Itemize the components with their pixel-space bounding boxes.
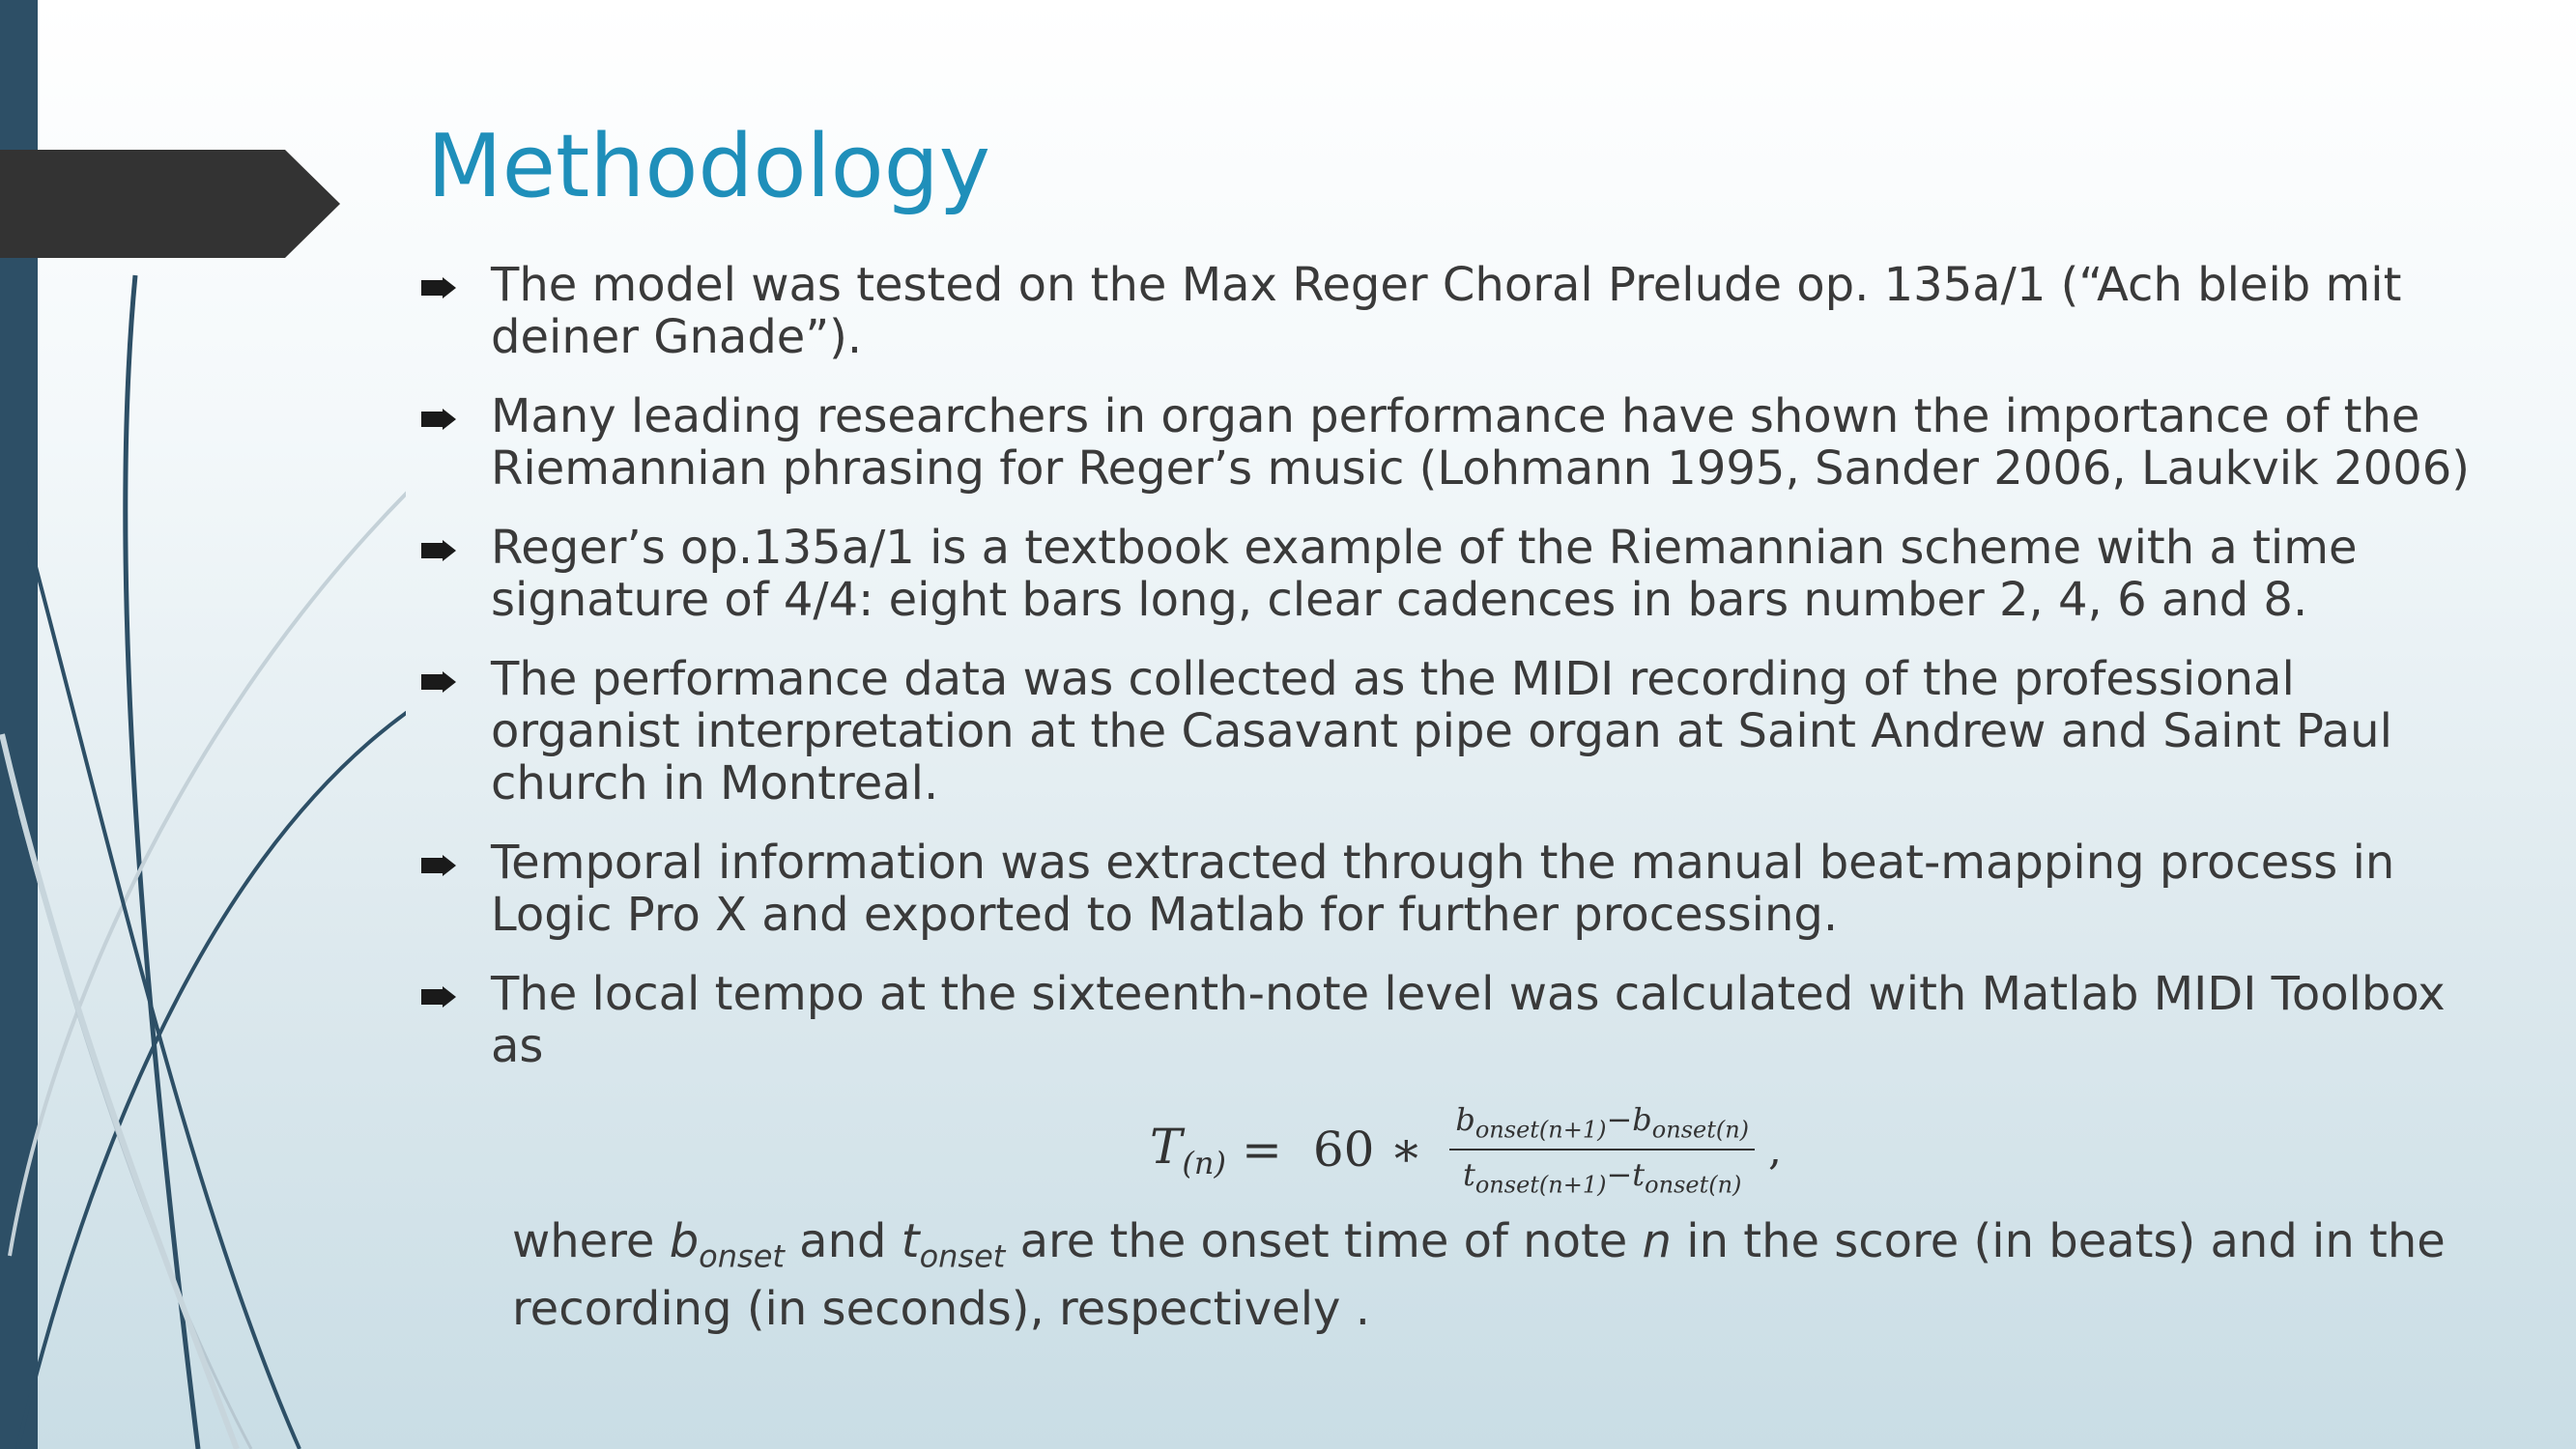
bullet-list [417, 259, 2485, 1099]
equation-explanation: where $b_{onset}$ and $t_{onset}$ are the onset time of note n in the score (in beats) and in the recording (in seconds), respectively . [512, 1214, 2446, 1336]
arrow-right-icon [421, 277, 456, 298]
tempo-equation [1150, 1101, 1782, 1199]
equation-comma: , [1768, 1124, 1783, 1175]
arrow-right-icon [421, 409, 456, 430]
bullet-text: Many leading researchers in organ performance have shown the importance of the Riemannian phrasing for Reger’s music (Lohmann 1995, Sander 2006, Laukvik 2006) [491, 389, 2470, 496]
decorative-curve [2, 734, 237, 1449]
title-tab-shape [0, 150, 340, 258]
bullet-item [417, 837, 2485, 941]
arrow-right-icon [421, 671, 456, 693]
bullet-item [417, 522, 2485, 626]
decorative-curve [126, 275, 198, 1449]
arrow-right-icon [421, 540, 456, 561]
bullet-text: Temporal information was extracted through the manual beat-mapping process in Logic Pro X and exported to Matlab for further processing. [491, 836, 2395, 942]
equation-lhs: $T_{(n)}$ [1150, 1118, 1226, 1181]
decorative-curve [19, 811, 251, 1449]
equation-equals: = [1241, 1122, 1282, 1179]
bullet-text: Reger’s op.135a/1 is a textbook example of the Riemannian scheme with a time signature of 4/4: eight bars long, clear cadences in bars number 2, 4, 6 and 8. [491, 521, 2358, 627]
equation-factor: 60 ∗ [1312, 1122, 1423, 1179]
bullet-item [417, 653, 2485, 810]
arrow-right-icon [421, 986, 456, 1008]
bullet-text: The performance data was collected as the MIDI recording of the professional organist interpretation at the Casavant pipe organ at Saint Andrew and Saint Paul church in Montreal. [491, 652, 2392, 810]
decorative-curve [10, 406, 406, 1256]
fraction-denominator: $t_{onset(n+1)}-t_{onset(n)}$ [1462, 1156, 1742, 1199]
decorative-curve [17, 667, 406, 1449]
equation-fraction [1449, 1101, 1755, 1199]
bullet-item [417, 259, 2485, 363]
fraction-numerator: $b_{onset(n+1)}-b_{onset(n)}$ [1449, 1101, 1755, 1151]
arrow-right-icon [421, 855, 456, 876]
slide-title: Methodology [427, 116, 991, 217]
decorative-curve [29, 541, 300, 1449]
bullet-item [417, 968, 2485, 1072]
bullet-item [417, 390, 2485, 495]
bullet-text: The local tempo at the sixteenth-note level was calculated with Matlab MIDI Toolbox as [491, 967, 2446, 1073]
bullet-text: The model was tested on the Max Reger Choral Prelude op. 135a/1 (“Ach bleib mit deiner Gnade”). [491, 258, 2402, 364]
